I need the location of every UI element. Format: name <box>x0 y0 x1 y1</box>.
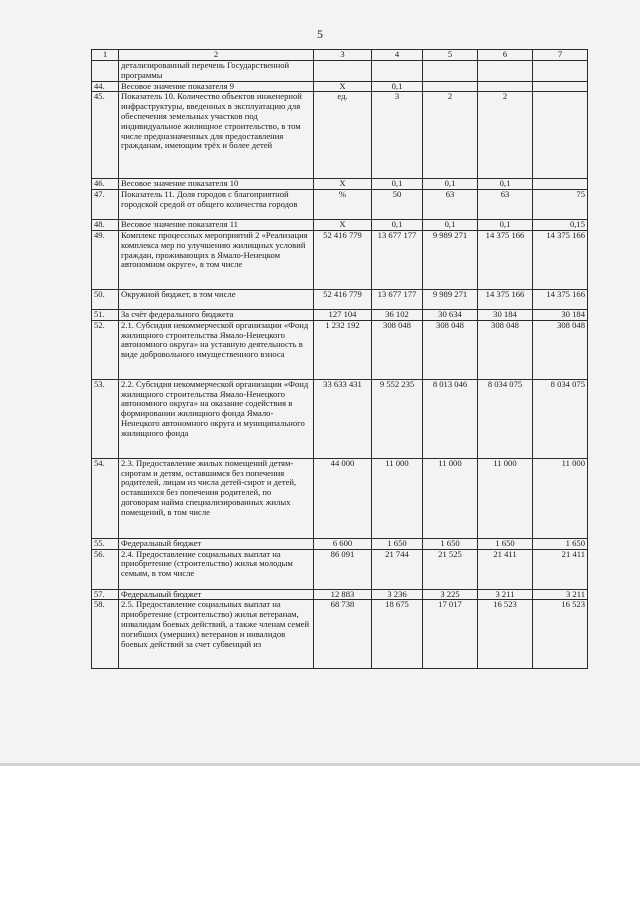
row-number-cell: 45. <box>92 92 119 179</box>
value-cell-col6: 308 048 <box>478 320 533 379</box>
value-cell-col4: 0,1 <box>372 220 423 231</box>
value-cell-col3: % <box>314 190 372 220</box>
value-cell-col3: Х <box>314 179 372 190</box>
value-cell-col7: 8 034 075 <box>533 379 588 458</box>
value-cell-col6: 11 000 <box>478 458 533 538</box>
table-row <box>92 538 588 549</box>
value-cell-col5: 8 013 046 <box>423 379 478 458</box>
page-number: 5 <box>317 27 323 41</box>
table-row <box>92 81 588 92</box>
value-cell-col5: 21 525 <box>423 549 478 589</box>
row-name-cell: Показатель 11. Доля городов с благоприятной городской средой от общего количества городов <box>119 190 314 220</box>
row-number-cell: 44. <box>92 81 119 92</box>
row-number-cell: 52. <box>92 320 119 379</box>
row-number-cell: 53. <box>92 379 119 458</box>
row-number-cell: 56. <box>92 549 119 589</box>
value-cell-col4: 308 048 <box>372 320 423 379</box>
row-number-cell <box>92 61 119 82</box>
value-cell-col7: 0,15 <box>533 220 588 231</box>
value-cell-col7: 14 375 166 <box>533 289 588 309</box>
value-cell-col5: 9 989 271 <box>423 289 478 309</box>
row-number-cell: 48. <box>92 220 119 231</box>
table-row <box>92 320 588 379</box>
row-name-cell: 2.2. Субсидия некоммерческой организации «Фонд жилищного строительства Ямало-Ненецкого автономного округа» на оказание содействия в формировании жилищного фонда Ямало-Ненецкого автономного округа и муниципального жилищного фонда <box>119 379 314 458</box>
value-cell-col7: 3 211 <box>533 589 588 600</box>
value-cell-col4: 36 102 <box>372 309 423 320</box>
table-row <box>92 289 588 309</box>
value-cell-col7: 14 375 166 <box>533 230 588 289</box>
row-number-cell: 46. <box>92 179 119 190</box>
value-cell-col5: 1 650 <box>423 538 478 549</box>
value-cell-col7 <box>533 179 588 190</box>
value-cell-col6: 14 375 166 <box>478 230 533 289</box>
row-number-cell: 51. <box>92 309 119 320</box>
table-row <box>92 600 588 669</box>
row-number-cell: 57. <box>92 589 119 600</box>
value-cell-col3: 86 091 <box>314 549 372 589</box>
table-row <box>92 179 588 190</box>
value-cell-col7: 11 000 <box>533 458 588 538</box>
value-cell-col4 <box>372 61 423 82</box>
program-table <box>91 49 588 669</box>
value-cell-col4: 1 650 <box>372 538 423 549</box>
value-cell-col7 <box>533 61 588 82</box>
header-cell: 2 <box>119 50 314 61</box>
value-cell-col5: 11 000 <box>423 458 478 538</box>
row-number-cell: 54. <box>92 458 119 538</box>
value-cell-col5: 63 <box>423 190 478 220</box>
value-cell-col5: 17 017 <box>423 600 478 669</box>
row-number-cell: 50. <box>92 289 119 309</box>
row-name-cell: 2.1. Субсидия некоммерческой организации «Фонд жилищного строительства Ямало-Ненецкого автономного округа» на уставную деятельность в виде добровольного имущественного взноса <box>119 320 314 379</box>
table-row <box>92 309 588 320</box>
row-name-cell: 2.4. Предоставление социальных выплат на приобретение (строительство) жилья молодым семьям, в том числе <box>119 549 314 589</box>
value-cell-col7: 30 184 <box>533 309 588 320</box>
header-cell: 4 <box>372 50 423 61</box>
row-name-cell: Показатель 10. Количество объектов инженерной инфраструктуры, введенных в эксплуатацию для обеспечения земельных участков под индивидуальное жилищное строительство, в том числе предназначенных для предоставления гражданам, имеющим трёх и более детей <box>119 92 314 179</box>
row-name-cell: Комплекс процессных мероприятий 2 «Реализация комплекса мер по улучшению жилищных условий граждан, проживающих в Ямало-Ненецком автономном округе», в том числе <box>119 230 314 289</box>
value-cell-col4: 13 677 177 <box>372 289 423 309</box>
value-cell-col3 <box>314 61 372 82</box>
value-cell-col4: 13 677 177 <box>372 230 423 289</box>
value-cell-col3: 1 232 192 <box>314 320 372 379</box>
scan-bottom-edge <box>0 763 640 766</box>
value-cell-col6: 0,1 <box>478 179 533 190</box>
value-cell-col4: 0,1 <box>372 81 423 92</box>
value-cell-col6: 30 184 <box>478 309 533 320</box>
value-cell-col7: 308 048 <box>533 320 588 379</box>
value-cell-col3: 33 633 431 <box>314 379 372 458</box>
value-cell-col7 <box>533 81 588 92</box>
value-cell-col3: Х <box>314 81 372 92</box>
value-cell-col5: 30 634 <box>423 309 478 320</box>
header-cell: 7 <box>533 50 588 61</box>
table-row <box>92 190 588 220</box>
value-cell-col6: 8 034 075 <box>478 379 533 458</box>
value-cell-col6: 3 211 <box>478 589 533 600</box>
row-name-cell: Весовое значение показателя 10 <box>119 179 314 190</box>
row-name-cell: Весовое значение показателя 11 <box>119 220 314 231</box>
row-name-cell: 2.5. Предоставление социальных выплат на приобретение (строительство) жилья ветеранам, инвалидам боевых действий, а также членам семей погибших (умерших) ветеранов и инвалидов боевых действий за счет субвенций из <box>119 600 314 669</box>
value-cell-col5: 0,1 <box>423 220 478 231</box>
table-row <box>92 589 588 600</box>
table-row <box>92 379 588 458</box>
value-cell-col3: 12 883 <box>314 589 372 600</box>
table-row <box>92 61 588 82</box>
value-cell-col6 <box>478 61 533 82</box>
value-cell-col4: 3 <box>372 92 423 179</box>
row-name-cell: За счёт федерального бюджета <box>119 309 314 320</box>
value-cell-col5: 9 989 271 <box>423 230 478 289</box>
value-cell-col4: 50 <box>372 190 423 220</box>
header-cell: 6 <box>478 50 533 61</box>
value-cell-col6: 21 411 <box>478 549 533 589</box>
value-cell-col6: 16 523 <box>478 600 533 669</box>
header-cell: 3 <box>314 50 372 61</box>
value-cell-col3: 52 416 779 <box>314 289 372 309</box>
value-cell-col6: 63 <box>478 190 533 220</box>
value-cell-col7: 75 <box>533 190 588 220</box>
row-name-cell: Федеральный бюджет <box>119 538 314 549</box>
row-number-cell: 49. <box>92 230 119 289</box>
value-cell-col4: 21 744 <box>372 549 423 589</box>
value-cell-col5: 308 048 <box>423 320 478 379</box>
value-cell-col6 <box>478 81 533 92</box>
header-cell: 1 <box>92 50 119 61</box>
table-row <box>92 549 588 589</box>
value-cell-col3: 6 600 <box>314 538 372 549</box>
value-cell-col4: 11 000 <box>372 458 423 538</box>
value-cell-col7: 1 650 <box>533 538 588 549</box>
value-cell-col3: 52 416 779 <box>314 230 372 289</box>
row-number-cell: 55. <box>92 538 119 549</box>
value-cell-col3: ед. <box>314 92 372 179</box>
value-cell-col6: 0,1 <box>478 220 533 231</box>
value-cell-col5 <box>423 81 478 92</box>
value-cell-col3: 68 738 <box>314 600 372 669</box>
row-name-cell: Федеральный бюджет <box>119 589 314 600</box>
value-cell-col7: 16 523 <box>533 600 588 669</box>
value-cell-col5: 2 <box>423 92 478 179</box>
table-row <box>92 220 588 231</box>
value-cell-col3: 44 000 <box>314 458 372 538</box>
value-cell-col5: 3 225 <box>423 589 478 600</box>
value-cell-col4: 9 552 235 <box>372 379 423 458</box>
value-cell-col4: 18 675 <box>372 600 423 669</box>
row-number-cell: 47. <box>92 190 119 220</box>
value-cell-col7 <box>533 92 588 179</box>
value-cell-col6: 1 650 <box>478 538 533 549</box>
value-cell-col3: Х <box>314 220 372 231</box>
value-cell-col5: 0,1 <box>423 179 478 190</box>
table-row <box>92 92 588 179</box>
row-name-cell: детализированный перечень Государственной программы <box>119 61 314 82</box>
row-number-cell: 58. <box>92 600 119 669</box>
value-cell-col6: 14 375 166 <box>478 289 533 309</box>
header-cell: 5 <box>423 50 478 61</box>
value-cell-col4: 3 236 <box>372 589 423 600</box>
value-cell-col6: 2 <box>478 92 533 179</box>
row-name-cell: Весовое значение показателя 9 <box>119 81 314 92</box>
value-cell-col7: 21 411 <box>533 549 588 589</box>
value-cell-col4: 0,1 <box>372 179 423 190</box>
value-cell-col5 <box>423 61 478 82</box>
value-cell-col3: 127 104 <box>314 309 372 320</box>
table-row <box>92 458 588 538</box>
table-body <box>92 50 588 669</box>
row-name-cell: Окружной бюджет, в том числе <box>119 289 314 309</box>
table-row <box>92 230 588 289</box>
row-name-cell: 2.3. Предоставление жилых помещений детям-сиротам и детям, оставшимся без попечения родителей, лицам из числа детей-сирот и детей, оставшихся без попечения родителей, по договорам найма специализированных жилых помещений, в том числе <box>119 458 314 538</box>
table-header-row <box>92 50 588 61</box>
